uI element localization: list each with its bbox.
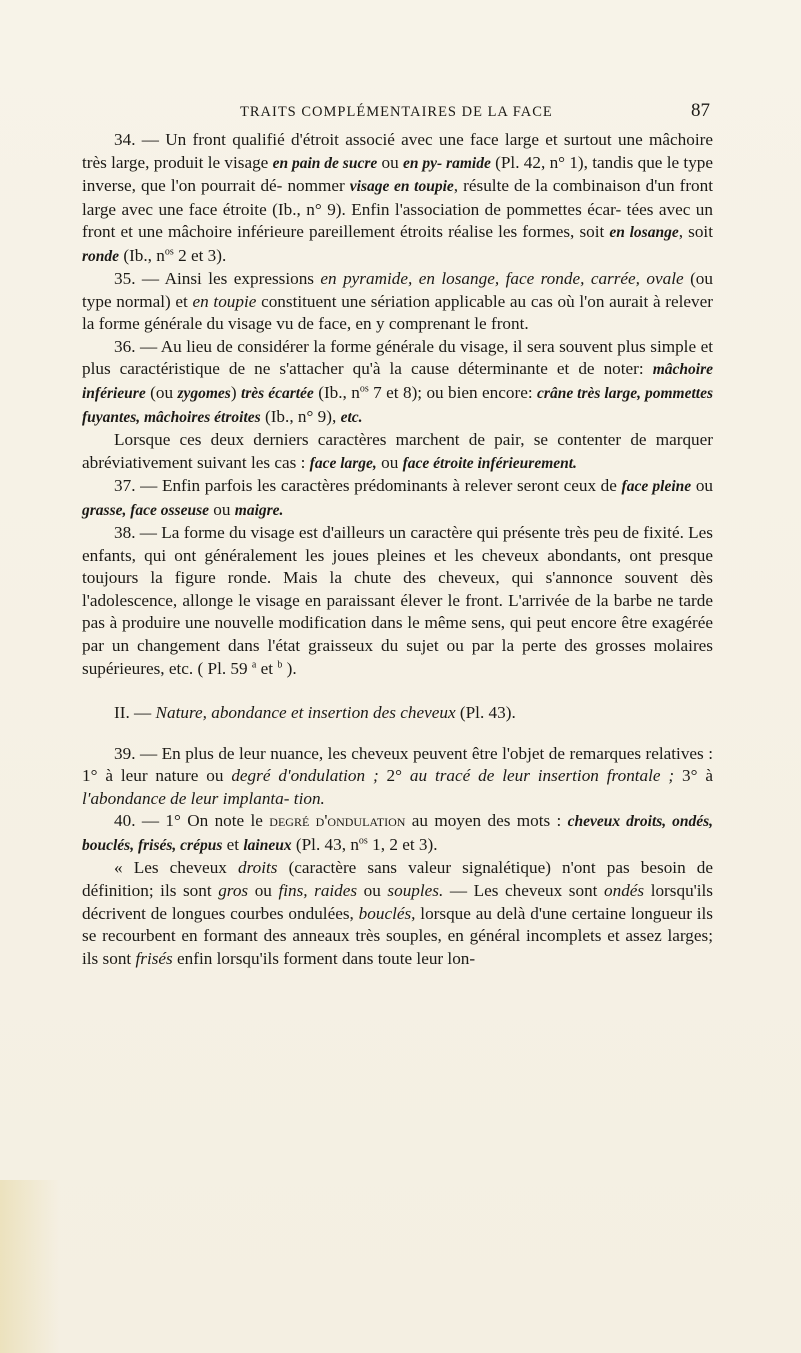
emphasis-italic: fins, raides	[278, 880, 358, 900]
paragraph	[82, 743, 713, 811]
paragraph	[82, 429, 713, 475]
text-run: (Ib., n° 9),	[260, 406, 341, 426]
emphasis-bold: zygomes	[177, 385, 231, 403]
text-run: ou	[357, 880, 388, 900]
text-run: ou	[248, 880, 279, 900]
emphasis-bold: très écartée	[240, 385, 314, 403]
emphasis-italic: droits	[237, 858, 278, 878]
text-run: 34. — Un front qualifié d'étroit associé avec une face large et surtout une mâchoire très large, produit le visage	[82, 130, 713, 172]
emphasis-bold: mâchoire inférieure	[82, 361, 713, 403]
emphasis-bold: etc.	[340, 408, 363, 426]
text-run: (ou	[145, 383, 178, 403]
emphasis-italic: bouclés,	[358, 903, 416, 923]
text-run: et	[222, 834, 244, 854]
running-header	[100, 102, 710, 126]
text-run: et	[256, 658, 278, 678]
emphasis-italic: au tracé de leur insertion frontale ;	[409, 766, 675, 786]
emphasis-bold: maigre.	[234, 501, 284, 519]
paragraph	[82, 336, 713, 429]
text-run: 2 et 3).	[173, 245, 227, 265]
emphasis-bold: grasse, face osseuse	[82, 501, 209, 519]
emphasis-italic: l'abondance de leur implanta- tion.	[82, 788, 325, 808]
text-run: ou	[209, 499, 235, 519]
text-run: ou	[377, 152, 404, 172]
text-run: enfin lorsqu'ils forment dans toute leur lon-	[172, 948, 476, 968]
superscript: os	[358, 835, 368, 847]
text-run: « Les cheveux	[114, 858, 238, 878]
text-run: )	[230, 383, 241, 403]
superscript: os	[359, 383, 369, 395]
text-run: (Ib., n	[313, 383, 360, 403]
text-run: 2°	[378, 766, 410, 786]
paragraph	[82, 522, 713, 680]
text-run: ou	[691, 476, 714, 496]
emphasis-italic: en pyramide, en losange, face ronde, carrée, ovale	[320, 269, 684, 289]
text-run: ).	[282, 658, 297, 678]
paragraph	[82, 475, 713, 522]
text-run: (Ib., n	[119, 245, 165, 265]
emphasis-italic: frisés	[135, 948, 173, 968]
emphasis-bold: crâne très large, pommettes fuyantes, mâchoires étroites	[82, 385, 713, 426]
emphasis-bold: cheveux droits, ondés, bouclés, frisés, crépus	[82, 813, 714, 854]
text-run: 39. — En plus de leur nuance, les cheveux peuvent être l'objet de remarques relatives : 1° à leur nature ou	[82, 743, 713, 786]
text-run: 1, 2 et 3).	[367, 834, 438, 854]
emphasis-italic: en toupie	[192, 291, 257, 311]
superscript: b	[277, 658, 283, 670]
text-run: — Les cheveux sont	[443, 880, 605, 900]
text-run: 40. — 1° On note le	[114, 811, 270, 831]
text-run: 36. — Au lieu de considérer la forme générale du visage, il sera souvent plus simple et plus caractéristique de ne s'attacher qu'à la cause déterminante et de noter:	[82, 336, 713, 379]
small-caps: degré d'ondulation	[269, 811, 406, 831]
superscript: a	[251, 658, 257, 670]
emphasis-italic: Nature, abondance et insertion des cheveux	[155, 703, 456, 723]
text-run: (caractère sans valeur signalétique) n'ont pas besoin de définition; ils sont	[82, 858, 713, 900]
text-run: 35. — Ainsi les expressions	[114, 269, 321, 289]
text-run: (Pl. 43).	[455, 703, 516, 723]
emphasis-bold: face étroite inférieurement.	[402, 454, 577, 472]
text-run: constituent une sériation applicable au cas où l'on aurait à relever la forme générale du visage vu de face, en y comprenant le front.	[82, 291, 713, 334]
emphasis-italic: degré d'ondulation ;	[231, 766, 379, 786]
emphasis-bold: face large,	[309, 454, 377, 472]
text-run: lorsqu'ils décrivent de longues courbes ondulées,	[82, 880, 713, 923]
emphasis-bold: en losange	[609, 224, 679, 242]
text-run: , soit	[678, 222, 713, 242]
paragraph	[82, 129, 713, 268]
text-run: , résulte de la combinaison d'un front large avec une face étroite (Ib., n° 9). Enfin l'association de pommettes écar- tées avec un front et une mâchoire inférieure pareillement étroits réalise les formes, soit	[82, 176, 714, 242]
text-run: II. —	[114, 703, 156, 723]
text-run: 38. — La forme du visage est d'ailleurs un caractère qui présente très peu de fixité. Les enfants, qui ont généralement les joues pleines et les cheveux abondants, ont presque toujours la figure ronde. Mais la chute des cheveux, qui s'annonce souvent dès l'adolescence, allonge le visage en paraissant élever le front. L'arrivée de la barbe ne tarde pas à produire une nouvelle modification dans le même sens, qui peut encore être exagérée par un changement dans l'état graisseux du sujet ou par la perte des grosses molaires supérieures, etc. ( Pl. 59	[82, 523, 713, 678]
paragraph	[82, 810, 713, 857]
paragraph	[82, 268, 713, 336]
emphasis-italic: souples.	[387, 880, 444, 900]
emphasis-bold: laineux	[243, 836, 292, 854]
header-title: TRAITS COMPLÉMENTAIRES DE LA FACE	[240, 104, 553, 120]
page-number: 87	[691, 100, 710, 121]
text-run: ou	[376, 452, 403, 472]
text-run: 7 et 8); ou bien encore:	[368, 383, 538, 403]
emphasis-bold: en pain de sucre	[272, 154, 378, 172]
text-run: 37. — Enfin parfois les caractères prédominants à relever seront ceux de	[114, 476, 622, 496]
text-run: 3° à	[674, 766, 713, 786]
text-run: Lorsque ces deux derniers caractères marchent de pair, se contenter de marquer abréviativement suivant les cas :	[82, 430, 713, 472]
emphasis-bold: en py- ramide	[403, 154, 491, 172]
paragraph	[82, 702, 713, 725]
body-text	[82, 129, 713, 970]
emphasis-italic: ondés	[604, 880, 645, 900]
emphasis-bold: ronde	[82, 247, 120, 265]
paragraph	[82, 857, 713, 970]
emphasis-bold: visage en toupie	[349, 178, 454, 196]
text-run: (Pl. 43, n	[291, 834, 359, 854]
text-run: lorsque au delà d'une certaine longueur ils se recourbent en formant des anneaux très souples, en général incomplets et assez larges; ils sont	[82, 903, 713, 968]
superscript: os	[164, 246, 174, 257]
text-run: au moyen des mots :	[405, 811, 568, 831]
emphasis-bold: face pleine	[621, 478, 692, 496]
emphasis-italic: gros	[218, 880, 249, 900]
text-run: (Pl. 42, n° 1), tandis que le type inverse, que l'on pourrait dé- nommer	[82, 152, 714, 196]
text-run: (ou type normal) et	[82, 269, 713, 311]
